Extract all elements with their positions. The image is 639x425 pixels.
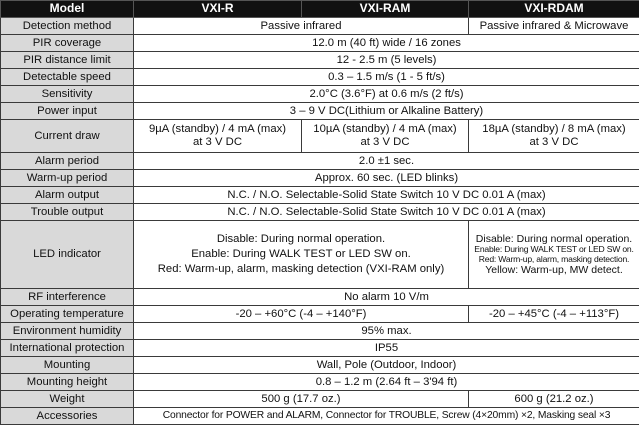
led-r-ram-line3: Red: Warm-up, alarm, masking detection (VXI-RAM only) [136, 262, 466, 277]
value-accessories: Connector for POWER and ALARM, Connector for TROUBLE, Screw (4×20mm) ×2, Masking seal ×3 [134, 408, 639, 425]
value-led-indicator-r-ram [134, 221, 469, 289]
label-mounting: Mounting [1, 357, 134, 374]
label-led-indicator: LED indicator [1, 221, 134, 289]
value-detection-method-rdam: Passive infrared & Microwave [469, 18, 639, 35]
label-trouble-output: Trouble output [1, 204, 134, 221]
label-weight: Weight [1, 391, 134, 408]
current-draw-vxi-rdam-line1: 18µA (standby) / 8 mA (max) [471, 123, 637, 136]
current-draw-vxi-ram-line1: 10µA (standby) / 4 mA (max) [304, 123, 466, 136]
value-current-draw-vxi-ram [302, 120, 469, 153]
led-r-ram-line2: Enable: During WALK TEST or LED SW on. [136, 247, 466, 262]
current-draw-vxi-ram-line2: at 3 V DC [304, 136, 466, 149]
value-alarm-period: 2.0 ±1 sec. [134, 153, 639, 170]
row-led-indicator [1, 221, 639, 289]
header-vxi-ram: VXI-RAM [302, 1, 469, 18]
row-mounting [1, 357, 639, 374]
label-intl-protection: International protection [1, 340, 134, 357]
label-mounting-height: Mounting height [1, 374, 134, 391]
value-power-input: 3 – 9 V DC(Lithium or Alkaline Battery) [134, 103, 639, 120]
value-mounting-height: 0.8 – 1.2 m (2.64 ft – 3'94 ft) [134, 374, 639, 391]
row-env-humidity [1, 323, 639, 340]
value-current-draw-vxi-r [134, 120, 302, 153]
label-operating-temp: Operating temperature [1, 306, 134, 323]
row-weight [1, 391, 639, 408]
current-draw-vxi-r-line2: at 3 V DC [136, 136, 299, 149]
row-accessories [1, 408, 639, 425]
row-detection-method [1, 18, 639, 35]
label-warmup-period: Warm-up period [1, 170, 134, 187]
row-pir-distance [1, 52, 639, 69]
row-intl-protection [1, 340, 639, 357]
label-pir-coverage: PIR coverage [1, 35, 134, 52]
row-detectable-speed [1, 69, 639, 86]
label-alarm-output: Alarm output [1, 187, 134, 204]
label-rf-interference: RF interference [1, 289, 134, 306]
label-detection-method: Detection method [1, 18, 134, 35]
row-current-draw [1, 120, 639, 153]
value-env-humidity: 95% max. [134, 323, 639, 340]
led-rdam-line3: Red: Warm-up, alarm, masking detection. [471, 255, 637, 265]
value-pir-coverage: 12.0 m (40 ft) wide / 16 zones [134, 35, 639, 52]
label-alarm-period: Alarm period [1, 153, 134, 170]
label-accessories: Accessories [1, 408, 134, 425]
row-rf-interference [1, 289, 639, 306]
value-mounting: Wall, Pole (Outdoor, Indoor) [134, 357, 639, 374]
row-alarm-output [1, 187, 639, 204]
led-rdam-line4: Yellow: Warm-up, MW detect. [471, 264, 637, 276]
value-weight-rdam: 600 g (21.2 oz.) [469, 391, 639, 408]
value-current-draw-vxi-rdam [469, 120, 639, 153]
led-r-ram-line1: Disable: During normal operation. [136, 232, 466, 247]
value-operating-temp-rdam: -20 – +45°C (-4 – +113°F) [469, 306, 639, 323]
value-detection-method-r-ram: Passive infrared [134, 18, 469, 35]
label-detectable-speed: Detectable speed [1, 69, 134, 86]
value-alarm-output: N.C. / N.O. Selectable-Solid State Switch 10 V DC 0.01 A (max) [134, 187, 639, 204]
value-pir-distance: 12 - 2.5 m (5 levels) [134, 52, 639, 69]
label-pir-distance: PIR distance limit [1, 52, 134, 69]
value-weight-r-ram: 500 g (17.7 oz.) [134, 391, 469, 408]
value-sensitivity: 2.0°C (3.6°F) at 0.6 m/s (2 ft/s) [134, 86, 639, 103]
led-rdam-line2: Enable: During WALK TEST or LED SW on. [471, 245, 637, 255]
value-detectable-speed: 0.3 – 1.5 m/s (1 - 5 ft/s) [134, 69, 639, 86]
header-vxi-rdam: VXI-RDAM [469, 1, 639, 18]
led-rdam-line1: Disable: During normal operation. [471, 233, 637, 245]
row-operating-temp [1, 306, 639, 323]
value-intl-protection: IP55 [134, 340, 639, 357]
label-env-humidity: Environment humidity [1, 323, 134, 340]
row-pir-coverage [1, 35, 639, 52]
value-rf-interference: No alarm 10 V/m [134, 289, 639, 306]
current-draw-vxi-rdam-line2: at 3 V DC [471, 136, 637, 149]
value-led-indicator-rdam [469, 221, 639, 289]
label-sensitivity: Sensitivity [1, 86, 134, 103]
row-sensitivity [1, 86, 639, 103]
value-warmup-period: Approx. 60 sec. (LED blinks) [134, 170, 639, 187]
label-power-input: Power input [1, 103, 134, 120]
row-alarm-period [1, 153, 639, 170]
value-trouble-output: N.C. / N.O. Selectable-Solid State Switch 10 V DC 0.01 A (max) [134, 204, 639, 221]
header-row [1, 1, 639, 18]
value-operating-temp-r-ram: -20 – +60°C (-4 – +140°F) [134, 306, 469, 323]
current-draw-vxi-r-line1: 9µA (standby) / 4 mA (max) [136, 123, 299, 136]
header-model: Model [1, 1, 134, 18]
header-vxi-r: VXI-R [134, 1, 302, 18]
label-current-draw: Current draw [1, 120, 134, 153]
row-power-input [1, 103, 639, 120]
row-trouble-output [1, 204, 639, 221]
row-warmup-period [1, 170, 639, 187]
row-mounting-height [1, 374, 639, 391]
